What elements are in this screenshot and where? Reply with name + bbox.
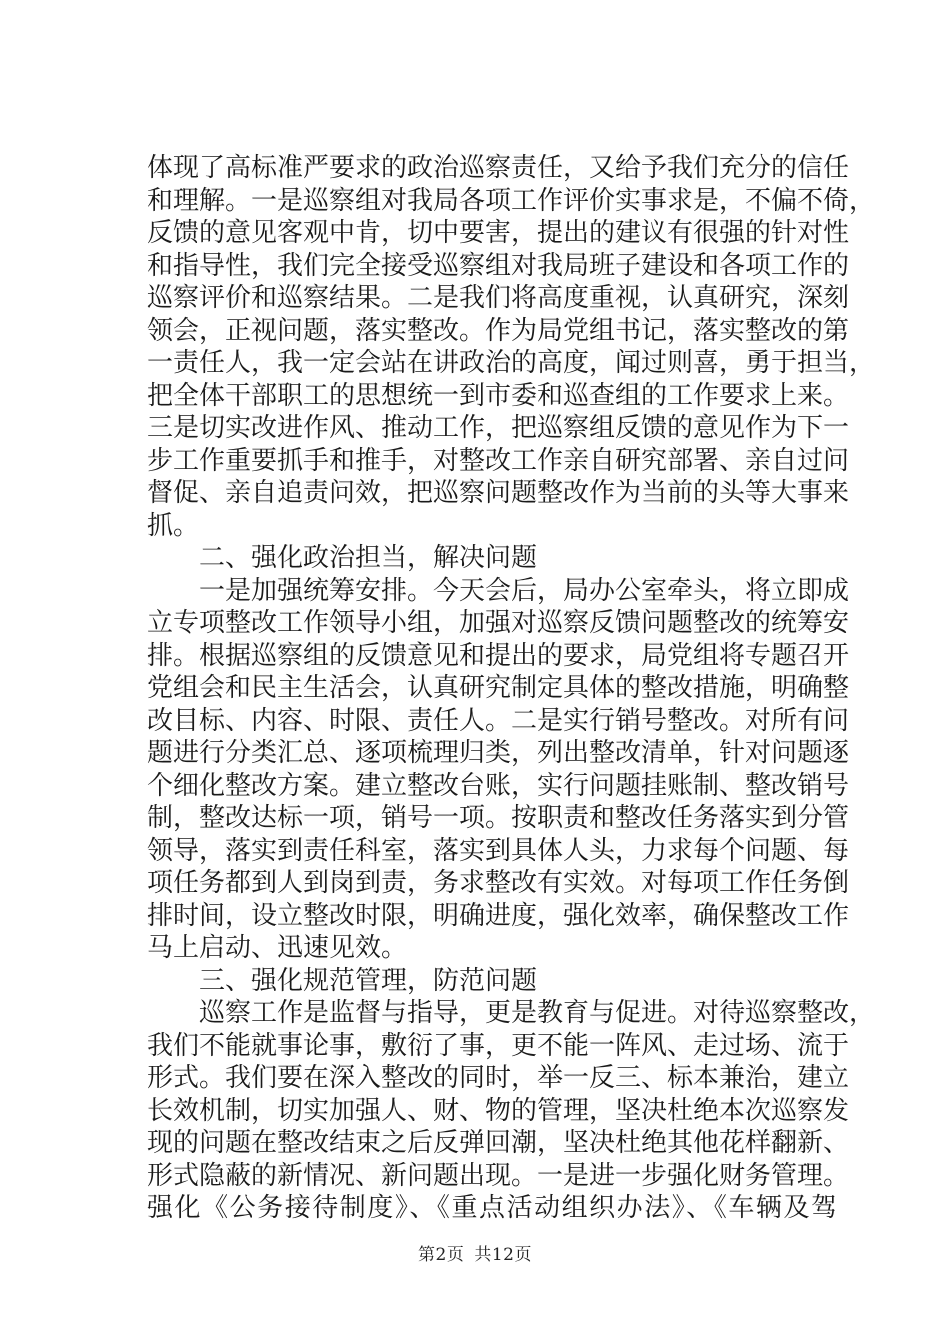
text-line: 体现了高标准严要求的政治巡察责任，又给予我们充分的信任: [147, 153, 850, 183]
text-line: 排时间，设立整改时限，明确进度，强化效率，确保整改工作: [147, 900, 850, 931]
page-number: 第2页: [418, 1245, 465, 1265]
text-line: 个细化整改方案。建立整改台账，实行问题挂账制、整改销号: [147, 770, 850, 801]
text-line: 立专项整改工作领导小组，加强对巡察反馈问题整改的统筹安: [147, 608, 850, 638]
text-line: 现的问题在整改结束之后反弹回潮，坚决杜绝其他花样翻新、: [147, 1128, 850, 1158]
text-line: 形式隐蔽的新情况、新问题出现。一是进一步强化财务管理。: [147, 1160, 850, 1191]
text-line: 我们不能就事论事，敷衍了事，更不能一阵风、走过场、流于: [147, 1030, 850, 1061]
text-line: 一是加强统筹安排。今天会后，局办公室牵头，将立即成: [199, 575, 850, 606]
section-heading: 三、强化规范管理，防范问题: [199, 965, 538, 996]
page-footer: [0, 1240, 950, 1265]
text-line: 督促、亲自追责问效，把巡察问题整改作为当前的头等大事来: [147, 478, 850, 508]
text-line: 步工作重要抓手和推手，对整改工作亲自研究部署、亲自过问: [147, 445, 850, 476]
page-total: 共12页: [474, 1245, 532, 1265]
text-line: 党组会和民主生活会，认真研究制定具体的整改措施，明确整: [147, 673, 850, 703]
text-line: 把全体干部职工的思想统一到市委和巡查组的工作要求上来。: [147, 380, 850, 411]
text-line: 项任务都到人到岗到责，务求整改有实效。对每项工作任务倒: [147, 868, 850, 898]
document-body: [147, 152, 876, 1225]
section-heading: 二、强化政治担当，解决问题: [199, 543, 538, 573]
text-line: 巡察工作是监督与指导，更是教育与促进。对待巡察整改，: [199, 998, 876, 1028]
text-line: 改目标、内容、时限、责任人。二是实行销号整改。对所有问: [147, 705, 850, 736]
text-line: 强化《公务接待制度》、《重点活动组织办法》、《车辆及驾: [147, 1193, 837, 1223]
text-line: 三是切实改进作风、推动工作，把巡察组反馈的意见作为下一: [147, 413, 850, 443]
text-line: 制，整改达标一项，销号一项。按职责和整改任务落实到分管: [147, 803, 850, 833]
text-line: 和指导性，我们完全接受巡察组对我局班子建设和各项工作的: [147, 250, 850, 281]
text-line: 题进行分类汇总、逐项梳理归类，列出整改清单，针对问题逐: [147, 738, 850, 768]
text-line: 抓。: [147, 510, 200, 541]
text-line: 长效机制，切实加强人、财、物的管理，坚决杜绝本次巡察发: [147, 1095, 850, 1126]
text-line: 反馈的意见客观中肯，切中要害，提出的建议有很强的针对性: [147, 218, 850, 248]
text-line: 排。根据巡察组的反馈意见和提出的要求，局党组将专题召开: [147, 640, 850, 671]
text-line: 领会，正视问题，落实整改。作为局党组书记，落实整改的第: [147, 315, 850, 346]
text-line: 一责任人，我一定会站在讲政治的高度，闻过则喜，勇于担当，: [147, 348, 876, 378]
text-line: 巡察评价和巡察结果。二是我们将高度重视，认真研究，深刻: [147, 283, 850, 313]
text-line: 和理解。一是巡察组对我局各项工作评价实事求是，不偏不倚，: [147, 185, 876, 216]
text-line: 马上启动、迅速见效。: [147, 933, 408, 963]
text-line: 领导，落实到责任科室，落实到具体人头，力求每个问题、每: [147, 835, 850, 866]
text-line: 形式。我们要在深入整改的同时，举一反三、标本兼治，建立: [147, 1063, 850, 1093]
